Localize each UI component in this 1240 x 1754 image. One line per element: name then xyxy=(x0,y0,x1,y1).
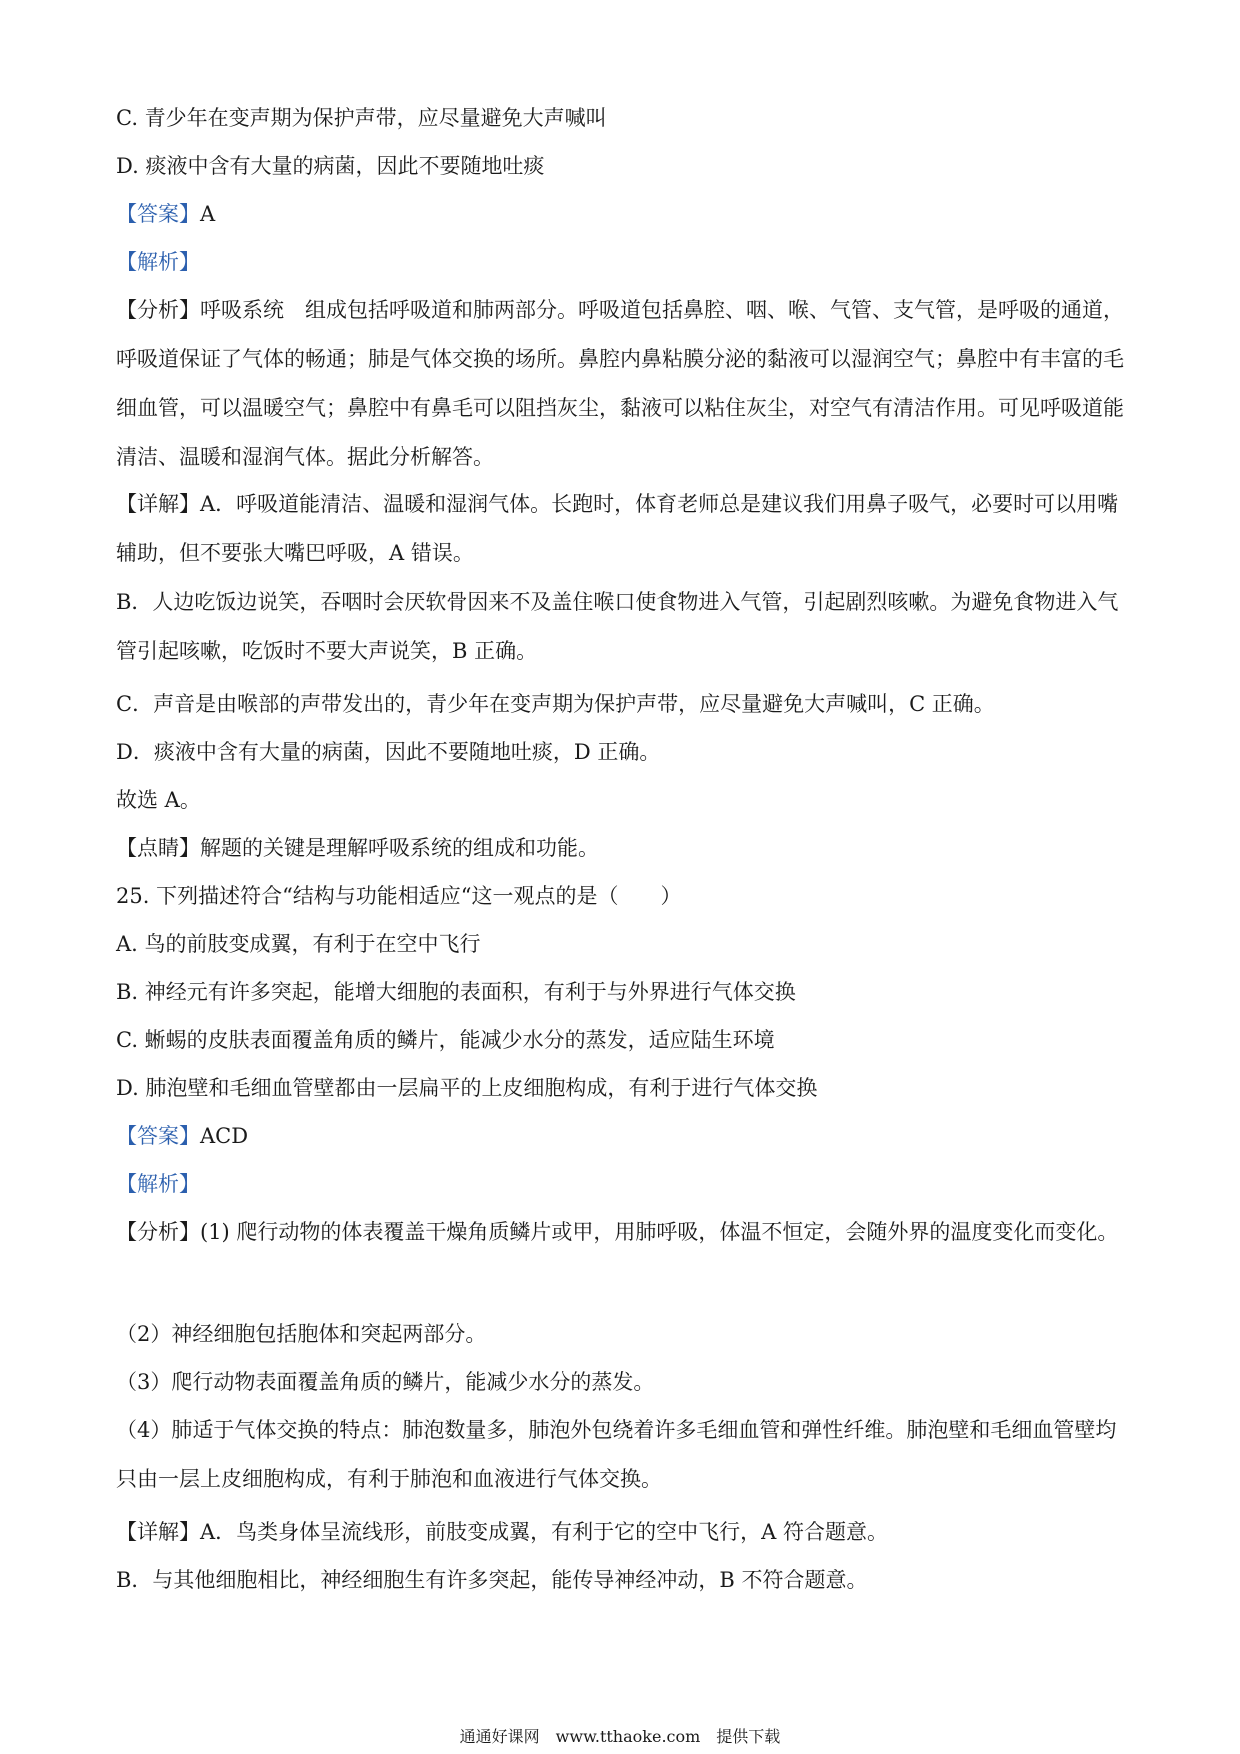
q25-option-b: B. 神经元有许多突起，能增大细胞的表面积，有利于与外界进行气体交换 xyxy=(116,980,796,1004)
detail-paragraph: 【详解】A．呼吸道能清洁、温暖和湿润气体。长跑时，体育老师总是建议我们用鼻子吸气，必要时可以用嘴辅助，但不要张大嘴巴呼吸，A 错误。 xyxy=(116,492,1119,565)
q25-analysis-2: （2）神经细胞包括胞体和突起两部分。 xyxy=(116,1322,487,1346)
q25-option-a: A. 鸟的前肢变成翼，有利于在空中飞行 xyxy=(116,932,481,956)
question-25: 25. 下列描述符合“结构与功能相适应“这一观点的是（ ） xyxy=(116,884,682,908)
q25-detail-b: B．与其他细胞相比，神经细胞生有许多突起，能传导神经冲动，B 不符合题意。 xyxy=(116,1568,868,1592)
choice-line: 故选 A。 xyxy=(116,788,201,812)
q25-analysis-4: （4）肺适于气体交换的特点：肺泡数量多，肺泡外包绕着许多毛细血管和弹性纤维。肺泡壁和毛细血管壁均只由一层上皮细胞构成，有利于肺泡和血液进行气体交换。 xyxy=(116,1418,1117,1491)
answer-tag: 【答案】 xyxy=(116,1124,200,1148)
page-footer: 通通好课网 www.tthaoke.com 提供下载 xyxy=(459,1727,781,1746)
detail-c: C．声音是由喉部的声带发出的，青少年在变声期为保护声带，应尽量避免大声喊叫，C 正确。 xyxy=(116,692,995,716)
analysis-tag: 【解析】 xyxy=(116,250,200,274)
analysis-heading xyxy=(116,248,200,276)
key-point: 【点睛】解题的关键是理解呼吸系统的组成和功能。 xyxy=(116,836,599,860)
answer-tag: 【答案】 xyxy=(116,202,200,226)
q25-option-c: C. 蜥蜴的皮肤表面覆盖角质的鳞片，能减少水分的蒸发，适应陆生环境 xyxy=(116,1028,775,1052)
option-d: D. 痰液中含有大量的病菌，因此不要随地吐痰 xyxy=(116,154,545,178)
analysis-paragraph: 【分析】呼吸系统 组成包括呼吸道和肺两部分。呼吸道包括鼻腔、咽、喉、气管、支气管，是呼吸的通道，呼吸道保证了气体的畅通；肺是气体交换的场所。鼻腔内鼻粘膜分泌的黏液可以湿润空气；鼻腔中有丰富的毛细血管，可以温暖空气；鼻腔中有鼻毛可以阻挡灰尘，黏液可以粘住灰尘，对空气有清洁作用。可见呼吸道能清洁、温暖和湿润气体。据此分析解答。 xyxy=(116,298,1124,469)
answer-line: 【答案】A xyxy=(116,202,216,226)
detail-b: B．人边吃饭边说笑，吞咽时会厌软骨因来不及盖住喉口使食物进入气管，引起剧烈咳嗽。为避免食物进入气管引起咳嗽，吃饭时不要大声说笑，B 正确。 xyxy=(116,590,1119,663)
q25-answer-line: 【答案】ACD xyxy=(116,1124,249,1148)
q25-analysis-3: （3）爬行动物表面覆盖角质的鳞片，能减少水分的蒸发。 xyxy=(116,1370,655,1394)
q25-analysis-heading xyxy=(116,1170,200,1198)
q25-detail-a: 【详解】A．鸟类身体呈流线形，前肢变成翼，有利于它的空中飞行，A 符合题意。 xyxy=(116,1520,889,1544)
q25-analysis-1: 【分析】(1) 爬行动物的体表覆盖干燥角质鳞片或甲，用肺呼吸，体温不恒定，会随外界的温度变化而变化。 xyxy=(116,1220,1119,1244)
analysis-tag: 【解析】 xyxy=(116,1172,200,1196)
detail-d: D．痰液中含有大量的病菌，因此不要随地吐痰，D 正确。 xyxy=(116,740,661,764)
q25-option-d: D. 肺泡壁和毛细血管壁都由一层扁平的上皮细胞构成，有利于进行气体交换 xyxy=(116,1076,818,1100)
option-c: C. 青少年在变声期为保护声带，应尽量避免大声喊叫 xyxy=(116,106,607,130)
